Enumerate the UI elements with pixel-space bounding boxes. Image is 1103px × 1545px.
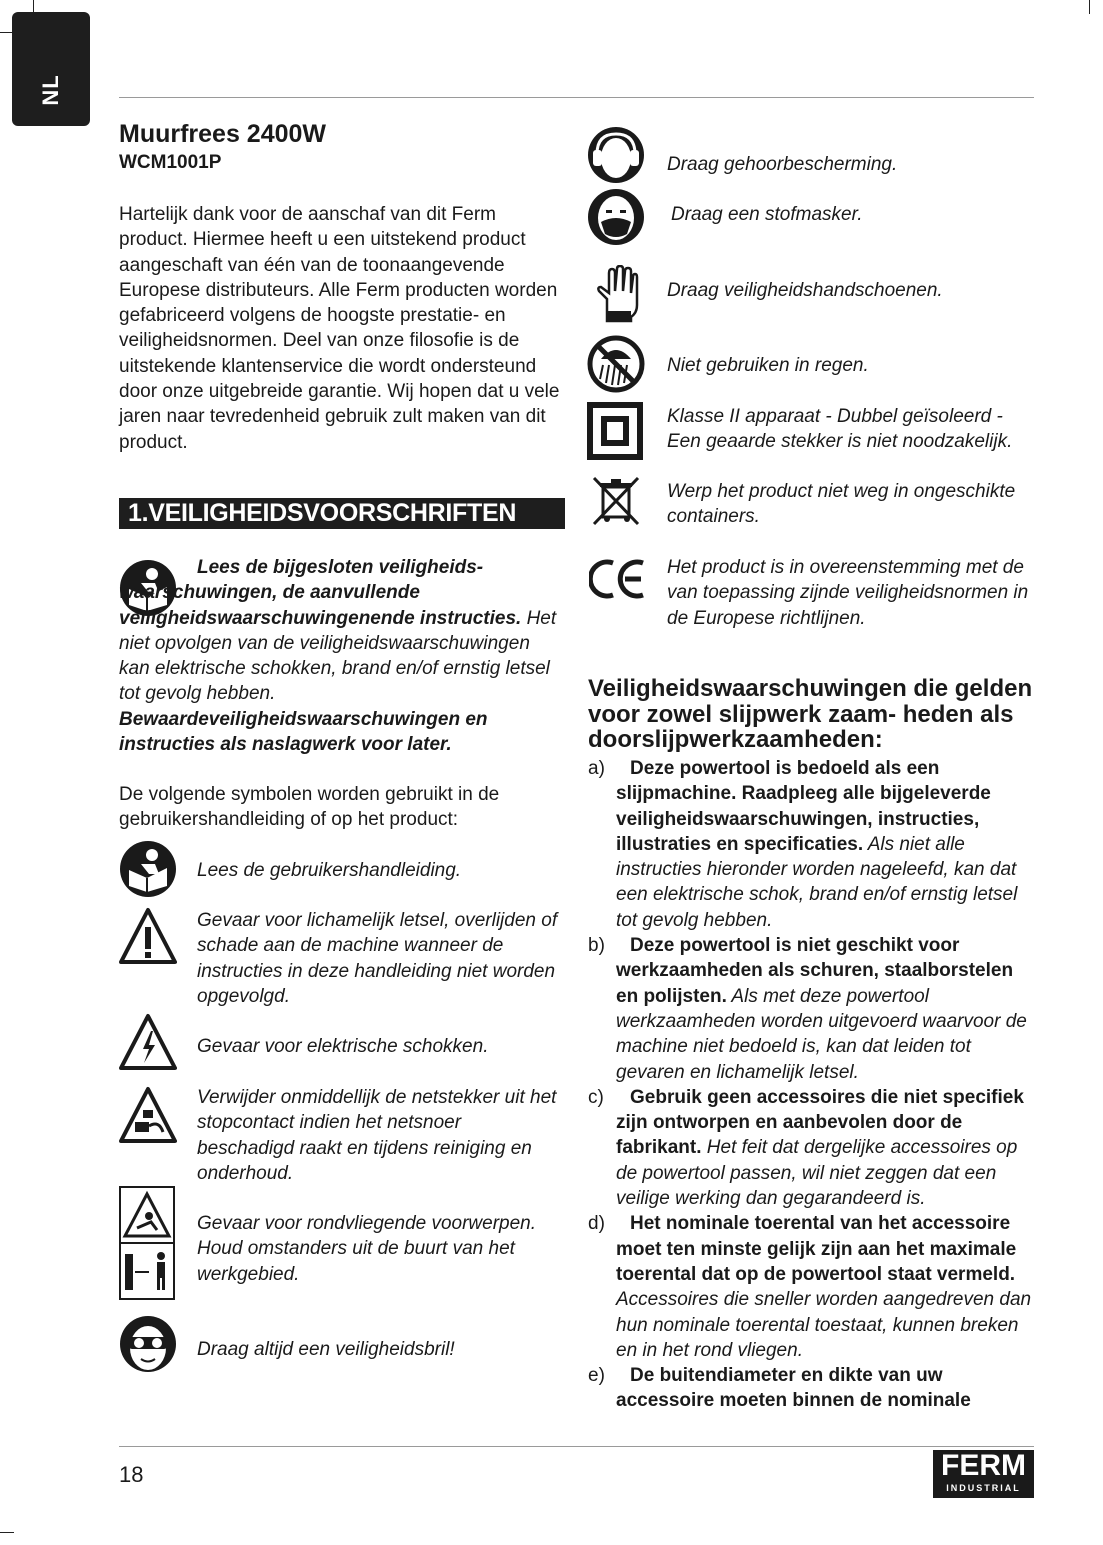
- weee-bin-icon: [591, 475, 641, 527]
- safety-warning-paragraph: [119, 555, 559, 757]
- symbol-text: Werp het product niet weg in ongeschikte containers.: [667, 481, 1016, 528]
- list-item-bold: Deze powertool is bedoeld als een slijpmachine. Raadpleeg alle bijgeleverde veiligheidswaarschuwingen, instructies, illustraties en specificaties.: [616, 758, 991, 855]
- symbol-text: Draag een stofmasker.: [671, 204, 863, 225]
- symbol-text: Draag gehoorbescherming.: [667, 154, 898, 175]
- list-item: [588, 933, 1038, 1085]
- symbol-text: Gevaar voor elektrische schokken.: [197, 1036, 489, 1057]
- logo-sub: INDUSTRIAL: [946, 1483, 1021, 1493]
- section-heading: 1.VEILIGHEIDSVOORSCHRIFTEN: [119, 498, 565, 529]
- electric-shock-icon: [119, 1013, 177, 1071]
- product-model: WCM1001P: [119, 152, 222, 173]
- class-ii-icon: [587, 402, 643, 460]
- symbol-text: Draag veiligheidshandschoenen.: [667, 280, 943, 301]
- language-tab: [12, 12, 90, 126]
- symbol-text: Het product is in overeenstemming met de van toepassing zijnde veiligheidsnormen in de Europese richtlijnen.: [667, 557, 1029, 629]
- top-rule: [119, 97, 1034, 98]
- list-item-text: Het feit dat dergelijke accessoires op de powertool passen, wil niet zeggen dat een veilige werking dan gegarandeerd is.: [616, 1137, 1018, 1210]
- list-item-bold: De buitendiameter en dikte van uw accessoire moeten binnen de nominale: [616, 1365, 971, 1412]
- hearing-protection-icon: [587, 126, 645, 184]
- dust-mask-icon: [587, 188, 645, 246]
- symbol-text: Verwijder onmiddellijk de netstekker uit het stopcontact indien het netsnoer beschadigd raakt en tijdens reiniging en onderhoud.: [197, 1087, 557, 1184]
- no-rain-icon: [587, 335, 645, 393]
- list-marker: c): [588, 1086, 604, 1108]
- warning-triangle-icon: [119, 907, 177, 965]
- symbol-text: Niet gebruiken in regen.: [667, 355, 869, 376]
- symbol-text: Gevaar voor rondvliegende voorwerpen. Houd omstanders uit de buurt van het werkgebied.: [197, 1213, 537, 1285]
- warning-text: Het niet opvolgen van de veiligheidswaarschuwingen kan elektrische schokken, brand en/of ernstig letsel tot gevolg hebben.: [119, 607, 557, 705]
- product-title: Muurfrees 2400W: [119, 120, 327, 148]
- list-item: [588, 1211, 1038, 1363]
- gloves-icon: [595, 265, 639, 323]
- subsection-heading: Veiligheidswaarschuwingen die gelden voor zowel slijpwerk zaam- heden als doorslijpwerkzaamheden:: [588, 675, 1033, 753]
- list-item-text: Als niet alle instructies hieronder worden nageleefd, kan dat een elektrische schok, brand en/of ernstig letsel tot gevolg hebben.: [616, 833, 1018, 931]
- page-number: 18: [119, 1462, 144, 1487]
- flying-debris-icon: [119, 1186, 175, 1300]
- warning-bold-1: Lees de bijgesloten veiligheids- waarschuwingen, de aanvullende veiligheidswaarschuwingenende instructies.: [119, 557, 522, 629]
- warnings-list: [588, 756, 1038, 1414]
- ce-mark-icon: [589, 557, 647, 601]
- symbol-text: Draag altijd een veiligheidsbril!: [197, 1339, 455, 1360]
- warning-bold-2: Bewaardeveiligheidswaarschuwingen en instructies als naslagwerk voor later.: [119, 708, 488, 756]
- bottom-rule: [119, 1446, 1034, 1447]
- list-marker: e): [588, 1365, 605, 1387]
- language-label: NL: [38, 74, 63, 106]
- safety-goggles-icon: [119, 1315, 177, 1373]
- crop-mark: [0, 1532, 14, 1533]
- ferm-logo: [933, 1450, 1034, 1498]
- symbol-text: Klasse II apparaat - Dubbel geïsoleerd - Een geaarde stekker is niet noodzakelijk.: [667, 406, 1013, 453]
- unplug-icon: [119, 1086, 177, 1144]
- list-item-text: Accessoires die sneller worden aangedreven dan hun nominale toerental toestaat, kunnen breken en in het rond vliegen.: [616, 1289, 1032, 1361]
- symbols-intro: De volgende symbolen worden gebruikt in de gebruikershandleiding of op het product:: [119, 784, 500, 831]
- intro-paragraph: Hartelijk dank voor de aanschaf van dit Ferm product. Hiermee heeft u een uitstekend product aangeschaft van één van de toonaangevende Europese distributeurs. Alle Ferm producten worden gefabriceerd volgens de hoogste prestatie- en veiligheidsnormen. Deel van onze filosofie is de uitstekende klantenservice die wordt ondersteund door onze uitgebreide garantie. Wij hopen dat u vele jaren naar tevredenheid gebruik zult maken van dit product.: [119, 204, 560, 453]
- crop-mark: [1089, 0, 1090, 14]
- logo-main: FERM: [941, 1449, 1026, 1482]
- list-item-bold: Deze powertool is niet geschikt voor werkzaamheden als schuren, staalborstelen en polijsten.: [616, 935, 1014, 1007]
- list-item: [588, 1085, 1038, 1211]
- list-item: [588, 756, 1038, 933]
- symbol-text: Gevaar voor lichamelijk letsel, overlijden of schade aan de machine wanneer de instructies in deze handleiding niet worden opgevolgd.: [197, 910, 558, 1007]
- list-marker: d): [588, 1213, 605, 1235]
- list-marker: a): [588, 758, 605, 779]
- symbol-text: Lees de gebruikershandleiding.: [197, 860, 462, 881]
- manual-book-icon: [119, 840, 177, 898]
- list-item: [588, 1363, 1038, 1414]
- list-marker: b): [588, 935, 605, 957]
- list-item-bold: Het nominale toerental van het accessoire moet ten minste gelijk zijn aan het maximale toerental dat op de powertool staat vermeld.: [616, 1213, 1017, 1285]
- list-item-text: Als met deze powertool werkzaamheden worden uitgevoerd waarvoor de machine niet bedoeld is, kan dat leiden tot gevaren en lichamelijk letsel.: [616, 985, 1027, 1083]
- list-item-bold: Gebruik geen accessoires die niet specifiek zijn ontworpen en aanbevolen door de fabrikant.: [616, 1086, 1024, 1159]
